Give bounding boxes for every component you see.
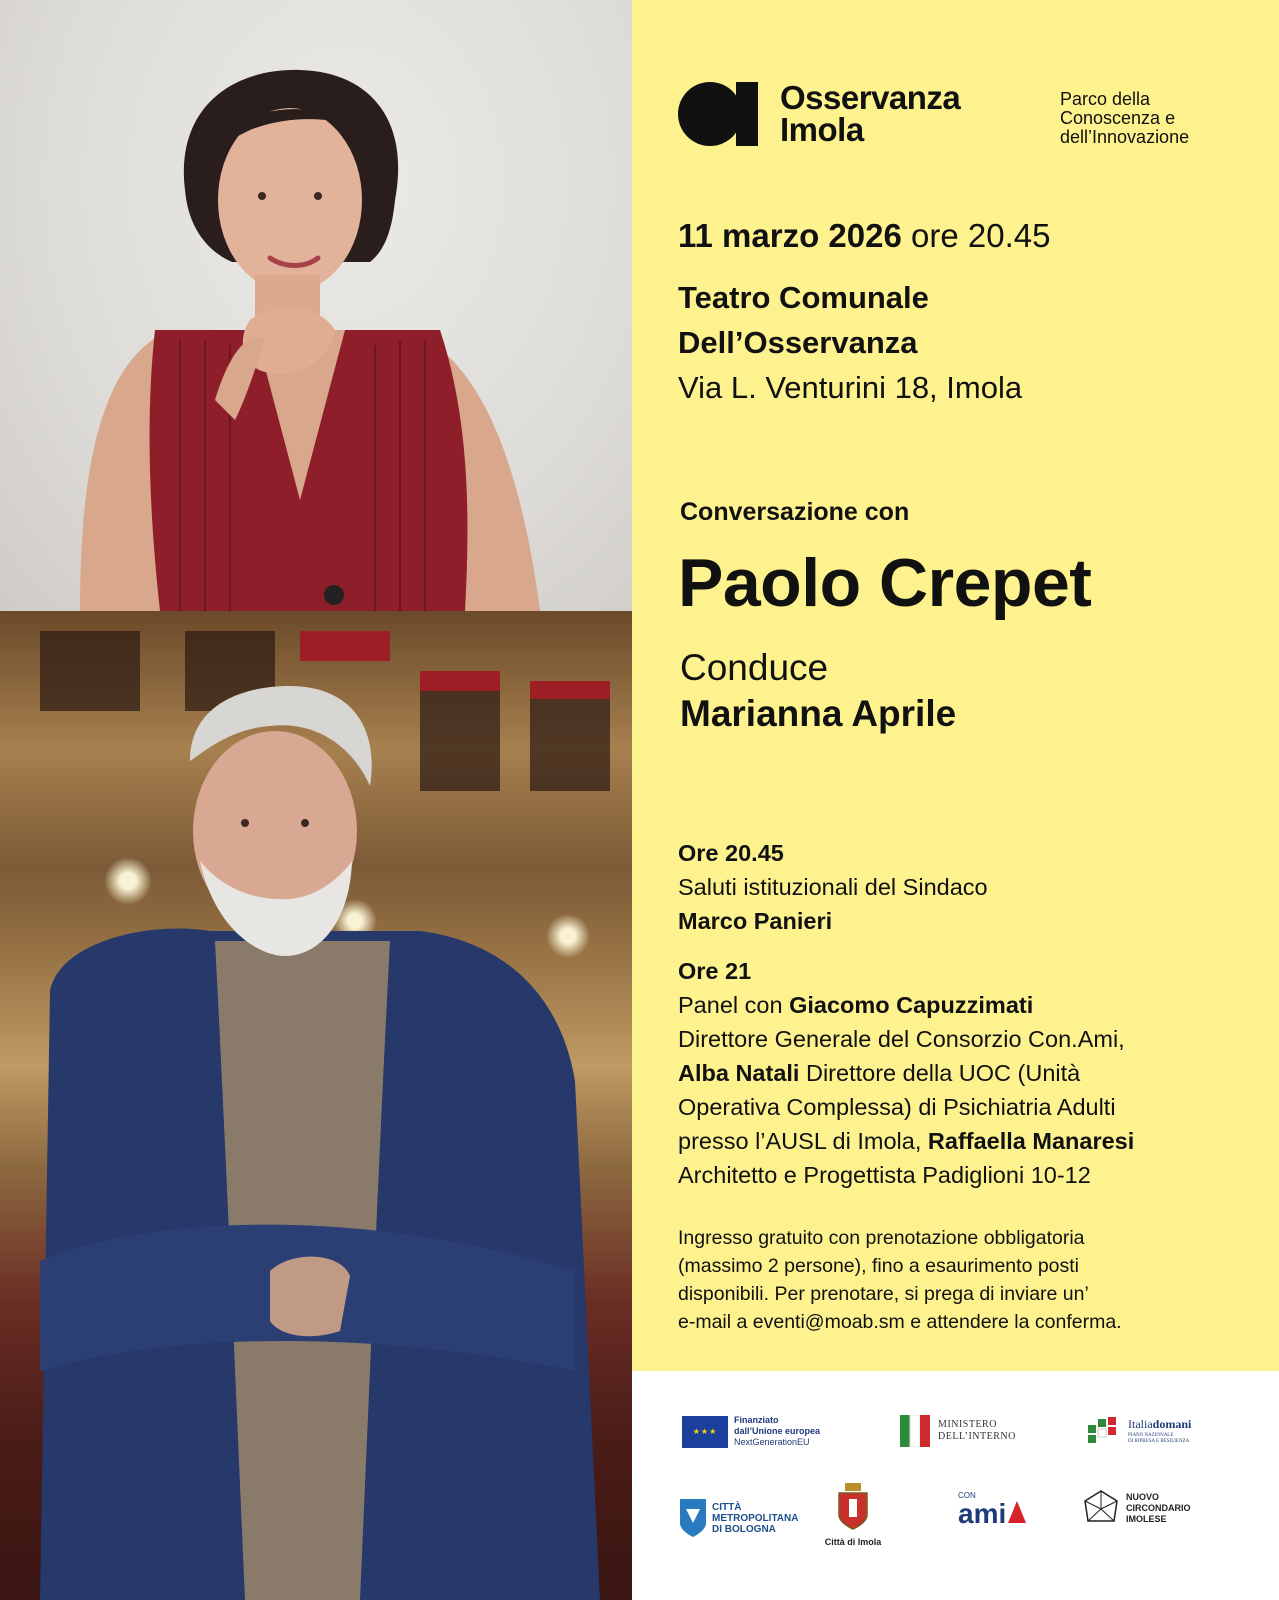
panel-prefix: Panel con: [678, 992, 790, 1018]
logo-name-line2: Imola: [780, 111, 864, 148]
sponsors-strip: [632, 1371, 1279, 1600]
program-slot1-text: Saluti istituzionali del Sindaco: [678, 874, 988, 900]
info-line2: (massimo 2 persone), fino a esaurimento posti: [678, 1255, 1080, 1277]
eu-flag-icon: ★★★: [682, 1416, 728, 1448]
sponsor-eu: [682, 1415, 820, 1448]
portrait-man-illustration: [0, 611, 632, 1600]
citta-line1: CITTÀ: [712, 1501, 742, 1513]
panelist-3: Raffaella Manaresi: [927, 1128, 1135, 1154]
logo-name: [780, 79, 961, 148]
ministero-line1: MINISTERO: [938, 1419, 997, 1430]
citta-metropolitana-shield-icon: [678, 1497, 708, 1539]
portrait-woman-illustration: [0, 0, 632, 611]
logo-tag-line3: dell’Innovazione: [1060, 127, 1190, 147]
panelist-3-role: Architetto e Progettista Padiglioni 10-12: [678, 1162, 1091, 1188]
info-line3: disponibili. Per prenotare, si prega di inviare un’: [678, 1283, 1089, 1305]
info-line4: e-mail a eventi@moab.sm e attendere la conferma.: [678, 1311, 1122, 1333]
conami-ami: ami: [958, 1498, 1007, 1529]
ministero-line2: DELL’INTERNO: [938, 1431, 1016, 1442]
panelist-1-role: Direttore Generale del Consorzio Con.Ami,: [678, 1026, 1125, 1052]
eu-line2: dall’Unione europea: [734, 1426, 821, 1436]
sponsor-circondario: [1082, 1489, 1191, 1527]
circondario-polyhedron-icon: [1082, 1489, 1120, 1527]
sponsor-citta-metropolitana: [678, 1497, 798, 1539]
italia-sub2: DI RIPRESA E RESILIENZA: [1128, 1439, 1190, 1444]
imola-label: Città di Imola: [824, 1537, 882, 1547]
osservanza-logo: [678, 79, 1238, 150]
photo-woman: [0, 0, 632, 611]
program-slot2-line5: [678, 1124, 1238, 1158]
italian-flag-icon: [900, 1415, 930, 1447]
venue-name-line1: Teatro Comunale: [678, 280, 929, 315]
logo-tagline: [1060, 90, 1189, 147]
program-slot2-line1: [678, 988, 1238, 1022]
program-slot1-time: Ore 20.45: [678, 840, 784, 866]
logo-tag-line2: Conoscenza e: [1060, 108, 1176, 128]
citta-line2: METROPOLITANA: [712, 1512, 799, 1524]
program-slot1-name: Marco Panieri: [678, 908, 833, 934]
photo-man-theatre: [0, 611, 632, 1600]
host-label: Conduce: [680, 647, 829, 688]
panelist-2-role-b: Operativa Complessa) di Psichiatria Adulti: [678, 1094, 1116, 1120]
event-datetime: [678, 216, 1050, 256]
citta-line3: DI BOLOGNA: [712, 1523, 776, 1535]
event-time: ore 20.45: [911, 217, 1051, 254]
panelist-1: Giacomo Capuzzimati: [789, 992, 1034, 1018]
sponsor-conami: [958, 1491, 1026, 1528]
booking-info: [678, 1224, 1238, 1336]
conversation-intro: Conversazione con: [680, 498, 910, 526]
circ-line2: CIRCONDARIO: [1126, 1502, 1191, 1513]
panelist-2-role-c: presso l’AUSL di Imola,: [678, 1128, 928, 1154]
event-venue: [678, 275, 1022, 410]
circ-line3: IMOLESE: [1126, 1513, 1167, 1524]
panelist-2: Alba Natali: [678, 1060, 800, 1086]
italiadomani-icon: [1086, 1415, 1126, 1445]
italia-b: domani: [1152, 1417, 1192, 1431]
imola-coat-of-arms-icon: [837, 1483, 869, 1531]
osservanza-logo-mark-icon: [678, 82, 762, 146]
event-date: 11 marzo 2026: [678, 217, 902, 254]
circ-line1: NUOVO: [1126, 1491, 1160, 1502]
logo-tag-line1: Parco della: [1060, 89, 1151, 109]
guest-name: Paolo Crepet: [678, 545, 1092, 621]
sponsor-italiadomani: [1086, 1415, 1191, 1445]
conami-mark-icon: [1008, 1501, 1026, 1523]
panelist-2-role-a: Direttore della UOC (Unità: [799, 1060, 1081, 1086]
sponsor-imola: [808, 1483, 898, 1547]
venue-name-line2: Dell’Osservanza: [678, 325, 918, 360]
info-line1: Ingresso gratuito con prenotazione obbligatoria: [678, 1227, 1085, 1249]
sponsor-ministero: [900, 1415, 1016, 1447]
italia-a: Italia: [1128, 1417, 1153, 1431]
event-panel: [632, 0, 1279, 1371]
program-slot2-time: Ore 21: [678, 958, 752, 984]
program-slot2-line3: [678, 1056, 1238, 1090]
program: [678, 836, 1238, 1192]
host-block: [680, 645, 956, 737]
logo-name-line1: Osservanza: [780, 79, 961, 116]
italia-sub1: PIANO NAZIONALE: [1128, 1433, 1174, 1438]
venue-address: Via L. Venturini 18, Imola: [678, 370, 1023, 405]
host-name: Marianna Aprile: [680, 693, 957, 734]
eu-line1: Finanziato: [734, 1415, 779, 1425]
eu-line3: NextGenerationEU: [734, 1437, 810, 1447]
conami-con: CON: [958, 1491, 976, 1500]
